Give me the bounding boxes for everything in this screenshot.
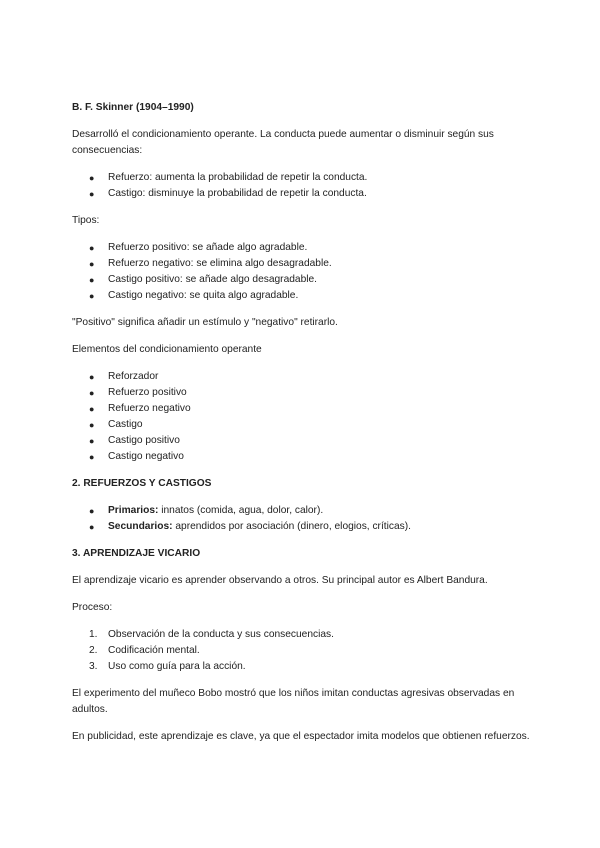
bullet-icon: ● (89, 420, 95, 430)
bullet-icon: ● (89, 436, 95, 446)
bullet-icon: ● (89, 173, 95, 183)
bullet-icon: ● (89, 243, 95, 253)
list-item: ● Castigo negativo (72, 449, 532, 465)
bullet-icon: ● (89, 452, 95, 462)
list-item: ● Castigo positivo: se añade algo desagradable. (72, 272, 532, 288)
step-number: 1. (89, 629, 98, 640)
consequences-list (72, 170, 532, 202)
publicidad-paragraph: En publicidad, este aprendizaje es clave, ya que el espectador imita modelos que obtienen refuerzos. (72, 731, 530, 742)
proceso-list (72, 627, 532, 675)
list-item: ● Castigo (72, 417, 532, 433)
bullet-icon: ● (89, 275, 95, 285)
list-item: 3. Uso como guía para la acción. (72, 659, 532, 675)
section-3-intro: El aprendizaje vicario es aprender observando a otros. Su principal autor es Albert Bandura. (72, 575, 488, 586)
document-page (72, 100, 532, 756)
list-item: ● Castigo positivo (72, 433, 532, 449)
tipos-list (72, 240, 532, 304)
bullet-icon: ● (89, 404, 95, 414)
list-item: ● Refuerzo positivo: se añade algo agradable. (72, 240, 532, 256)
list-item: ● Refuerzo positivo (72, 385, 532, 401)
list-item: 2. Codificación mental. (72, 643, 532, 659)
list-item: ● Refuerzo negativo: se elimina algo desagradable. (72, 256, 532, 272)
bullet-icon: ● (89, 388, 95, 398)
list-item: 1. Observación de la conducta y sus consecuencias. (72, 627, 532, 643)
reinforcer-types-list (72, 503, 532, 535)
bullet-icon: ● (89, 259, 95, 269)
step-number: 2. (89, 645, 98, 656)
bullet-icon: ● (89, 189, 95, 199)
tipos-label: Tipos: (72, 215, 100, 226)
positivo-note: "Positivo" significa añadir un estímulo y "negativo" retirarlo. (72, 317, 338, 328)
proceso-label: Proceso: (72, 602, 113, 613)
bobo-paragraph: El experimento del muñeco Bobo mostró que los niños imitan conductas agresivas observadas en adultos. (72, 688, 515, 715)
bullet-icon: ● (89, 291, 95, 301)
bullet-icon: ● (89, 372, 95, 382)
bullet-icon: ● (89, 506, 95, 516)
skinner-intro: Desarrolló el condicionamiento operante. La conducta puede aumentar o disminuir según sus consecuencias: (72, 129, 494, 156)
list-item: ● Secundarios: aprendidos por asociación (dinero, elogios, críticas). (72, 519, 532, 535)
term: Primarios: (108, 505, 159, 516)
bullet-icon: ● (89, 522, 95, 532)
list-item: ● Castigo negativo: se quita algo agradable. (72, 288, 532, 304)
list-item: ● Castigo: disminuye la probabilidad de repetir la conducta. (72, 186, 532, 202)
step-number: 3. (89, 661, 98, 672)
skinner-heading: B. F. Skinner (1904–1990) (72, 102, 194, 113)
elements-label: Elementos del condicionamiento operante (72, 344, 262, 355)
list-item: ● Refuerzo negativo (72, 401, 532, 417)
section-2-heading: 2. REFUERZOS Y CASTIGOS (72, 478, 212, 489)
term: Secundarios: (108, 521, 173, 532)
section-3-heading: 3. APRENDIZAJE VICARIO (72, 548, 201, 559)
list-item: ● Primarios: innatos (comida, agua, dolor, calor). (72, 503, 532, 519)
list-item: ● Reforzador (72, 369, 532, 385)
elements-list (72, 369, 532, 465)
list-item: ● Refuerzo: aumenta la probabilidad de repetir la conducta. (72, 170, 532, 186)
